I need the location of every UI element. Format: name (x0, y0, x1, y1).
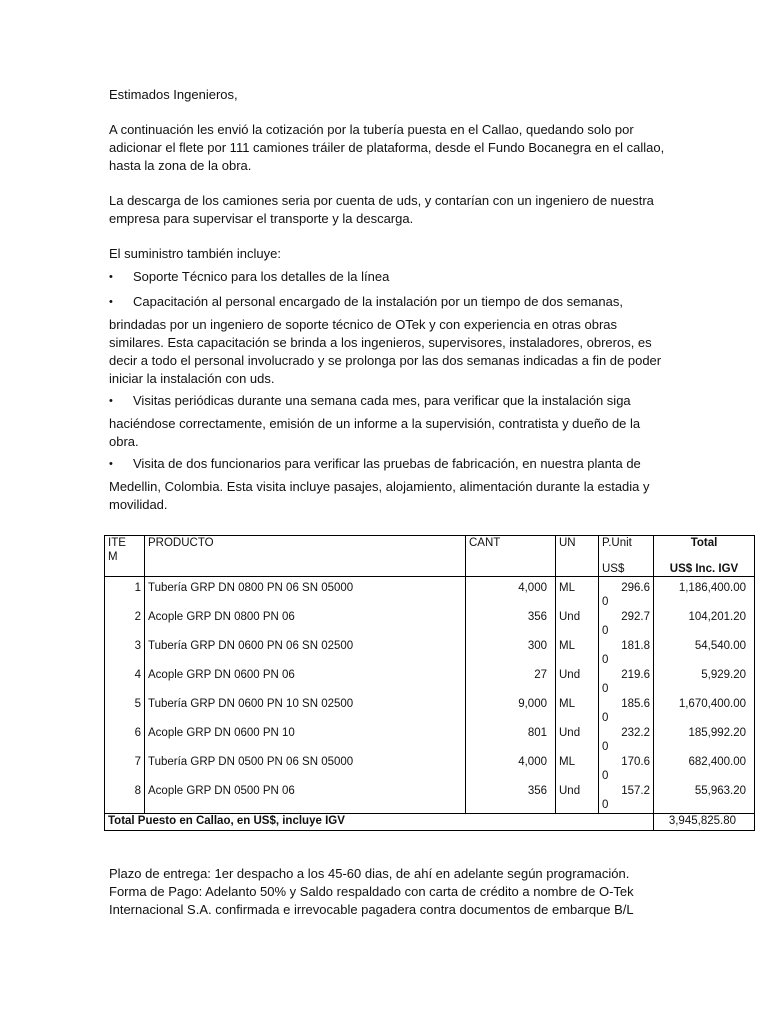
bullet-text: Visitas periódicas durante una semana cada mes, para verificar que la instalación siga (133, 393, 631, 408)
bullet-text: Soporte Técnico para los detalles de la línea (133, 269, 390, 284)
table-row (105, 755, 755, 784)
table-row (105, 668, 755, 697)
cell-cant: 9,000 (466, 697, 556, 726)
cell-un: ML (556, 639, 599, 668)
cell-un: ML (556, 697, 599, 726)
cell-un: Und (556, 668, 599, 697)
bullet-text: Capacitación al personal encargado de la instalación por un tiempo de dos semanas, (133, 294, 623, 309)
header-un: UN (556, 536, 599, 577)
cell-unit-price: 219.6 0 (599, 668, 654, 697)
cell-unit-price: 181.8 0 (599, 639, 654, 668)
cell-product: Tubería GRP DN 0500 PN 06 SN 05000 (145, 755, 466, 784)
table-row (105, 784, 755, 814)
cell-un: Und (556, 726, 599, 755)
table-body (105, 577, 755, 814)
cell-unit-price: 296.6 0 (599, 577, 654, 611)
bullet-item (109, 268, 669, 286)
cell-item: 1 (105, 577, 145, 611)
bullet-icon: • (109, 296, 113, 308)
bullet-icon: • (109, 271, 113, 283)
bullet-text: Visita de dos funcionarios para verificar las pruebas de fabricación, en nuestra planta de (133, 456, 641, 471)
table-row (105, 726, 755, 755)
cell-total: 5,929.20 (654, 668, 755, 697)
cell-unit-price: 170.6 0 (599, 755, 654, 784)
letter-body (109, 86, 669, 514)
bullet-item (109, 455, 669, 473)
bullet-item (109, 293, 669, 311)
cell-item: 3 (105, 639, 145, 668)
table-row (105, 697, 755, 726)
header-product: PRODUCTO (145, 536, 466, 577)
includes-intro: El suministro también incluye: (109, 246, 281, 261)
header-item: ITE M (105, 536, 145, 577)
cell-total: 185,992.20 (654, 726, 755, 755)
cell-cant: 4,000 (466, 755, 556, 784)
cell-product: Tubería GRP DN 0600 PN 06 SN 02500 (145, 639, 466, 668)
paragraph-unloading: La descarga de los camiones seria por cuenta de uds, y contarían con un ingeniero de nuestra empresa para supervisar el transporte y la descarga. (109, 193, 654, 226)
cell-unit-price: 185.6 0 (599, 697, 654, 726)
cell-item: 6 (105, 726, 145, 755)
bullet-continuation: Medellin, Colombia. Esta visita incluye pasajes, alojamiento, alimentación durante la estadia y movilidad. (109, 479, 650, 512)
payment-terms: Forma de Pago: Adelanto 50% y Saldo respaldado con carta de crédito a nombre de O-Tek Internacional S.A. confirmada e irrevocable pagadera contra documentos de embarque B/L (109, 884, 634, 917)
cell-un: Und (556, 784, 599, 814)
cell-product: Acople GRP DN 0500 PN 06 (145, 784, 466, 814)
total-label: Total Puesto en Callao, en US$, incluye IGV (105, 814, 654, 831)
greeting: Estimados Ingenieros, (109, 87, 238, 102)
table-total-row (105, 814, 755, 831)
cell-un: ML (556, 755, 599, 784)
cell-total: 682,400.00 (654, 755, 755, 784)
table-row (105, 610, 755, 639)
bullet-icon: • (109, 395, 113, 407)
bullet-item (109, 392, 669, 410)
cell-cant: 801 (466, 726, 556, 755)
cell-unit-price: 292.7 0 (599, 610, 654, 639)
quotation-table (104, 535, 755, 831)
header-cant: CANT (466, 536, 556, 577)
header-total: Total US$ Inc. IGV (654, 536, 755, 577)
total-value: 3,945,825.80 (654, 814, 755, 831)
cell-product: Acople GRP DN 0600 PN 10 (145, 726, 466, 755)
cell-total: 55,963.20 (654, 784, 755, 814)
cell-item: 2 (105, 610, 145, 639)
cell-cant: 300 (466, 639, 556, 668)
cell-product: Acople GRP DN 0600 PN 06 (145, 668, 466, 697)
table-row (105, 639, 755, 668)
cell-total: 1,186,400.00 (654, 577, 755, 611)
cell-cant: 356 (466, 784, 556, 814)
cell-item: 5 (105, 697, 145, 726)
cell-total: 1,670,400.00 (654, 697, 755, 726)
cell-unit-price: 232.2 0 (599, 726, 654, 755)
cell-cant: 4,000 (466, 577, 556, 611)
table-row (105, 577, 755, 611)
cell-product: Tubería GRP DN 0600 PN 10 SN 02500 (145, 697, 466, 726)
cell-cant: 356 (466, 610, 556, 639)
cell-total: 54,540.00 (654, 639, 755, 668)
cell-un: ML (556, 577, 599, 611)
table-header-row (105, 536, 755, 577)
cell-item: 4 (105, 668, 145, 697)
cell-item: 8 (105, 784, 145, 814)
letter-footer (109, 865, 669, 919)
paragraph-quotation: A continuación les envió la cotización por la tubería puesta en el Callao, quedando solo por adicionar el flete por 111 camiones tráiler de plataforma, desde el Fundo Bocanegra en el callao, hasta la zona de la obra. (109, 122, 665, 173)
bullet-icon: • (109, 458, 113, 470)
bullet-continuation: brindadas por un ingeniero de soporte técnico de OTek y con experiencia en otras obras similares. Esta capacitación se brinda a los ingenieros, supervisores, instaladores, obreros, es decir a todo el personal involucrado y se prolonga por las dos semanas indicadas a fin de poder iniciar la instalación con uds. (109, 317, 662, 386)
header-unit-price: P.Unit US$ (599, 536, 654, 577)
cell-product: Tubería GRP DN 0800 PN 06 SN 05000 (145, 577, 466, 611)
cell-un: Und (556, 610, 599, 639)
cell-unit-price: 157.2 0 (599, 784, 654, 814)
cell-cant: 27 (466, 668, 556, 697)
cell-total: 104,201.20 (654, 610, 755, 639)
bullet-continuation: haciéndose correctamente, emisión de un informe a la supervisión, contratista y dueño de la obra. (109, 416, 641, 449)
cell-item: 7 (105, 755, 145, 784)
delivery-terms: Plazo de entrega: 1er despacho a los 45-60 dias, de ahí en adelante según programación. (109, 866, 630, 881)
cell-product: Acople GRP DN 0800 PN 06 (145, 610, 466, 639)
